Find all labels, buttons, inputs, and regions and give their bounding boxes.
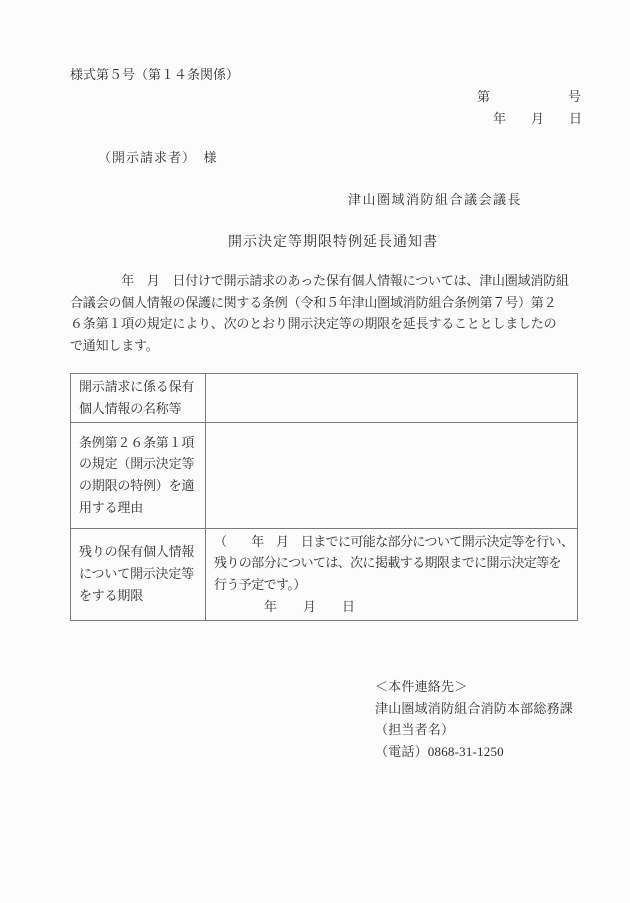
row3-value-cell <box>206 528 578 620</box>
row3-label-line: 残りの保有個人情報 <box>79 544 195 560</box>
row3-value-line: 行う予定です。） <box>214 577 306 593</box>
row1-value-cell <box>206 374 578 423</box>
row3-label-line: について開示決定等 <box>79 566 194 582</box>
row3-value-date-line: 年 月 日 <box>264 598 356 614</box>
row2-label-line: の期限の特例）を適 <box>79 478 195 494</box>
request-table <box>70 373 578 621</box>
body-line: で通知します。 <box>70 337 159 353</box>
contact-heading: ＜本件連絡先＞ <box>375 679 468 694</box>
body-paragraph <box>70 270 570 356</box>
doc-number-line <box>477 86 581 105</box>
row2-label-line: 条例第２６条第１項 <box>79 434 195 450</box>
contact-person: （担当者名） <box>375 722 455 738</box>
doc-number-prefix: 第 <box>477 89 491 104</box>
row3-value-line: （ 年 月 日までに可能な部分について開示決定等を行い、 <box>214 533 574 549</box>
table-row-name <box>71 374 578 423</box>
row2-label-cell <box>71 422 206 528</box>
form-number: 様式第５号（第１４条関係） <box>70 67 240 82</box>
row2-label-line: の規定（開示決定等 <box>79 456 195 472</box>
header-date-day: 日 <box>568 111 582 126</box>
row3-value-line: 残りの部分については、次に掲載する期限までに開示決定等を <box>214 555 561 571</box>
row1-label-line: 開示請求に係る保有 <box>79 379 195 394</box>
row1-label-cell <box>71 374 206 423</box>
row1-label-line: 個人情報の名称等 <box>79 400 182 416</box>
table-row-deadline <box>71 528 578 620</box>
body-line: 合議会の個人情報の保護に関する条例（令和５年津山圏域消防組合条例第７号）第２ <box>70 294 557 310</box>
recipient-line: （開示請求者） 様 <box>98 150 218 165</box>
header-date-line <box>493 108 582 127</box>
table-row-reason <box>71 422 578 528</box>
body-line: 年 月 日付けで開示請求のあった保有個人情報については、津山圏域消防組 <box>70 273 569 288</box>
contact-organization: 津山圏域消防組合消防本部総務課 <box>375 700 574 716</box>
row3-label-cell <box>71 528 206 620</box>
doc-number-suffix: 号 <box>567 89 581 104</box>
row2-value-cell <box>206 422 578 528</box>
sender-title: 津山圏域消防組合議会議長 <box>348 192 523 207</box>
contact-phone: （電話）0868-31-1250 <box>375 744 504 760</box>
header-date-year: 年 <box>493 111 507 126</box>
body-line: ６条第１項の規定により、次のとおり開示決定等の期限を延長することとしましたの <box>70 316 557 332</box>
contact-block <box>375 676 573 763</box>
header-date-month: 月 <box>530 111 544 126</box>
row3-label-line: をする期限 <box>79 588 144 604</box>
row2-label-line: 用する理由 <box>79 499 144 515</box>
document-title: 開示決定等期限特例延長通知書 <box>228 235 438 250</box>
